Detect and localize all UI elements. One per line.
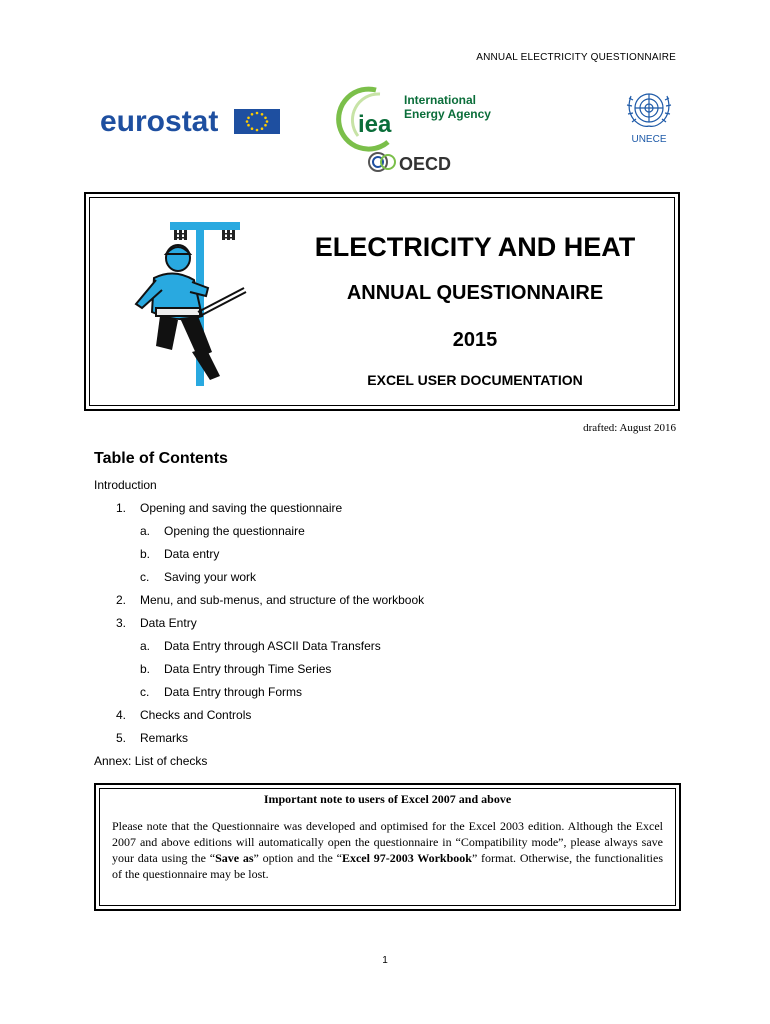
toc-item-label: Data entry xyxy=(164,547,220,561)
toc-item-number: 5. xyxy=(116,731,127,745)
running-header: ANNUAL ELECTRICITY QUESTIONNAIRE xyxy=(476,52,676,63)
drafted-date: drafted: August 2016 xyxy=(583,422,676,434)
toc-item-number: 4. xyxy=(116,708,127,722)
toc-item-label: Data Entry through Time Series xyxy=(164,662,332,676)
toc-heading: Table of Contents xyxy=(94,450,228,467)
toc-item-label: Checks and Controls xyxy=(140,708,252,722)
document-title: ELECTRICITY AND HEAT xyxy=(314,232,636,262)
toc-item-label: Remarks xyxy=(140,731,189,745)
note-text-part-1: Please note that the Questionnaire was developed and optimised for the Excel 2003 edition. Although the Excel 2007 and above editions will automatically open the questionnaire in “Compatibility mode”, please always save your data using the “ xyxy=(112,819,663,865)
note-format: Excel 97-2003 Workbook xyxy=(341,851,472,865)
toc-item-label: Data Entry through ASCII Data Transfers xyxy=(164,639,381,653)
page-number: 1 xyxy=(382,955,388,966)
iea-logo-line2: Energy Agency xyxy=(404,107,491,121)
toc-item-label: Menu, and sub-menus, and structure of the workbook xyxy=(140,593,425,607)
important-note-box xyxy=(94,783,681,911)
toc-item-label: Saving your work xyxy=(164,570,257,584)
note-save-as: Save as xyxy=(215,851,254,865)
toc-item-number: 3. xyxy=(116,616,127,630)
toc-item-number: b. xyxy=(140,662,151,676)
toc-item-number: c. xyxy=(140,685,150,699)
eurostat-logo xyxy=(100,104,282,138)
iea-logo-line1: International xyxy=(404,93,477,107)
toc-item-number: a. xyxy=(140,639,151,653)
toc-item-number: c. xyxy=(140,570,150,584)
toc-item-number: 1. xyxy=(116,501,127,515)
oecd-logo-text: OECD xyxy=(399,154,452,174)
document-year: 2015 xyxy=(452,329,498,351)
note-text-part-2: ” option and the “ xyxy=(253,851,342,865)
toc-item-label: Opening and saving the questionnaire xyxy=(140,501,343,515)
toc-item-label: Data Entry xyxy=(140,616,197,630)
toc-item-label: Annex: List of checks xyxy=(94,754,208,768)
note-text-part-3: ” format. Otherwise, the functionalities of the questionnaire may be lost. xyxy=(112,851,663,881)
toc-item-label: Introduction xyxy=(94,478,157,492)
document-subtitle: ANNUAL QUESTIONNAIRE xyxy=(346,282,604,304)
toc-item-number: b. xyxy=(140,547,151,561)
unece-logo xyxy=(618,86,680,146)
iea-oecd-logo xyxy=(336,84,496,174)
eurostat-logo-text: eurostat xyxy=(100,105,219,138)
electrician-illustration xyxy=(126,216,286,386)
toc-item-label: Opening the questionnaire xyxy=(164,524,305,538)
iea-logo-short: iea xyxy=(358,111,392,138)
note-body xyxy=(112,818,663,882)
note-title: Important note to users of Excel 2007 and above xyxy=(263,792,512,806)
toc-item-label: Data Entry through Forms xyxy=(164,685,303,699)
document-type: EXCEL USER DOCUMENTATION xyxy=(367,372,583,388)
unece-logo-text: UNECE xyxy=(631,134,667,145)
title-box xyxy=(84,192,680,411)
toc-item-number: a. xyxy=(140,524,151,538)
toc-item-number: 2. xyxy=(116,593,127,607)
